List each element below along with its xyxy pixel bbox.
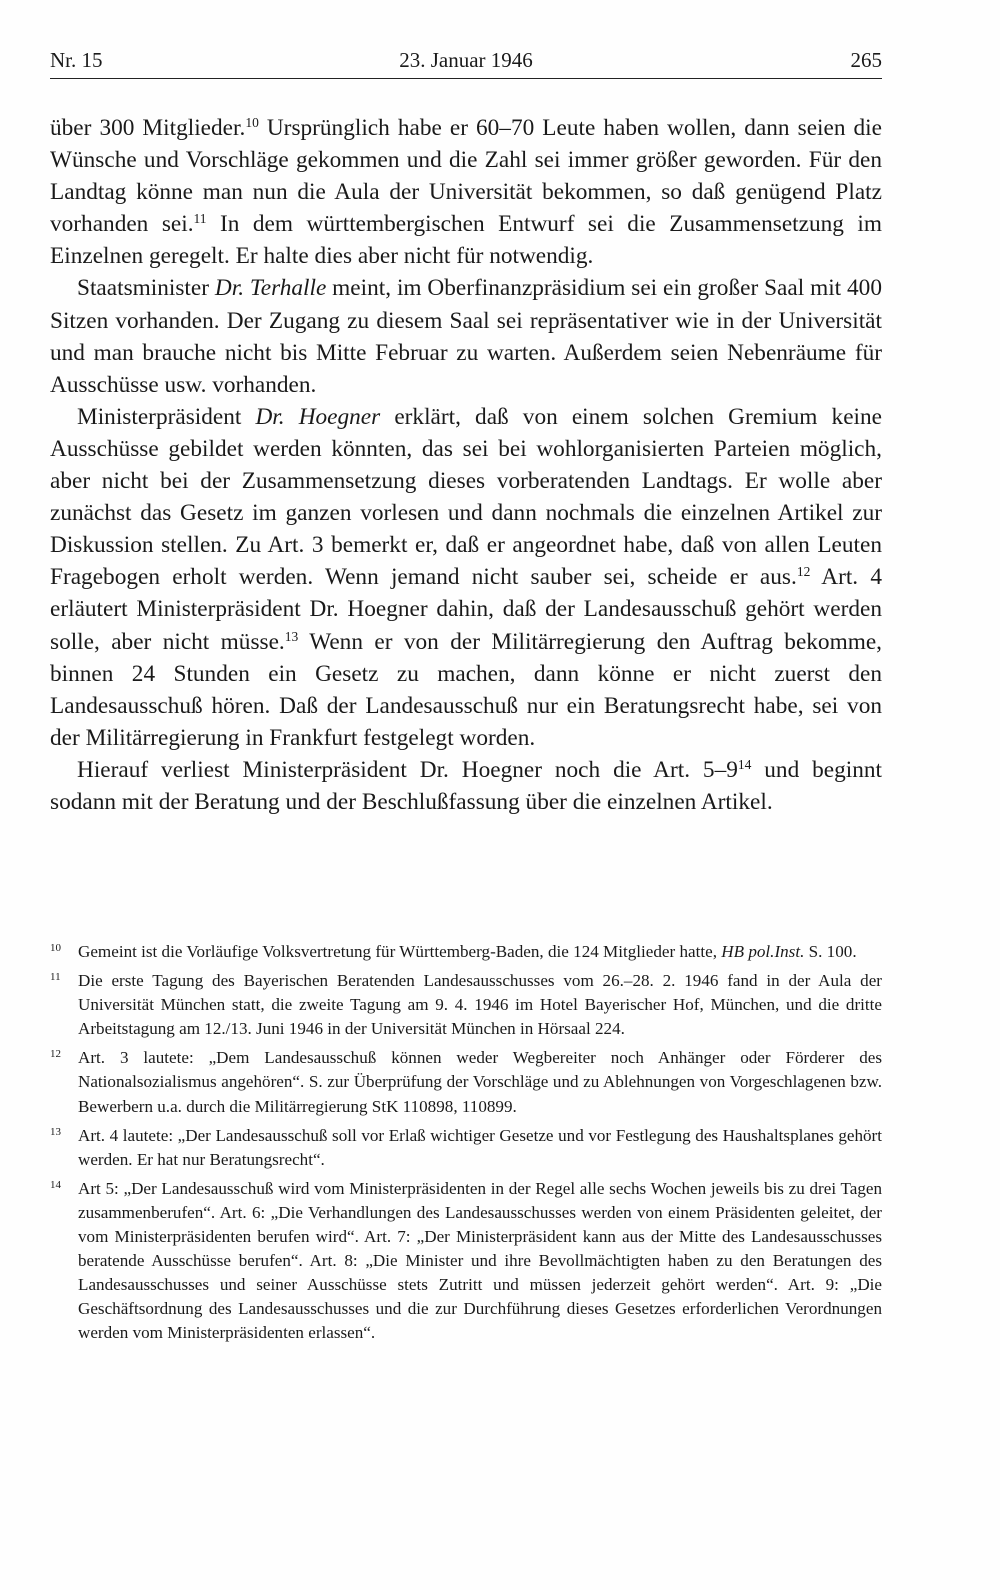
text-run: Ursprünglich habe er 60–70 Leute haben wollen, dann seien die Wünsche und Vorschläge gekommen und die Zahl sei immer größer geworden. Für den Landtag könne man nun die Aula der Universität bekommen, so daß genügend Platz vorhanden sei. (50, 115, 882, 238)
paragraph-3 (50, 401, 882, 754)
footnote-number: 12 (50, 1048, 61, 1061)
footnote (50, 969, 882, 1041)
footnote-text: Art. 4 lautete: „Der Landesausschuß soll vor Erlaß wichtiger Gesetze und vor Festlegung des Haushaltsplanes gehört werden. Er hat nur Beratungsrecht“. (78, 1125, 882, 1169)
footnote-ref-10: 10 (245, 114, 259, 130)
speaker-name: Dr. Terhalle (214, 275, 327, 302)
footnote-number: 13 (50, 1125, 61, 1138)
footnote-number: 10 (50, 942, 61, 954)
footnotes (50, 940, 882, 1351)
page-number: 265 (850, 48, 882, 72)
text-run: In dem württembergischen Entwurf sei die Zusammensetzung im Einzelnen geregelt. Er halte dies aber nicht für notwendig. (50, 211, 883, 270)
speaker-name: Dr. Hoegner (255, 403, 381, 430)
footnote-ref-12: 12 (796, 564, 811, 580)
footnote (50, 1124, 882, 1172)
footnote-text: Art 5: „Der Landesausschuß wird vom Ministerpräsidenten in der Regel alle sechs Wochen jeweils bis zu drei Tagen zusammenberufen“. Art. 6: „Die Verhandlungen des Landesausschusses werden von einem Präsidenten geleitet, der vom Ministerpräsidenten berufen wird“. Art. 7: „Der Ministerpräsident kann aus der Mitte des Landesausschusses beratende Ausschüsse berufen“. Art. 8: „Die Minister und ihre Bevollmächtigten haben zu den Beratungen des Landesausschusses und seiner Ausschüsse stets Zutritt und müssen jederzeit gehört werden“. Art. 9: „Die Geschäftsordnung des Landesausschusses und die zur Durchführung dieses Gesetzes erforderlichen Verordnungen werden vom Ministerpräsidenten erlassen“. (78, 1178, 882, 1343)
running-header (50, 44, 882, 79)
footnote-text: Die erste Tagung des Bayerischen Beratenden Landesausschusses vom 26.–28. 2. 1946 fand in der Aula der Universität München statt, die zweite Tagung am 9. 4. 1946 im Hotel Bayerischer Hof, München, und die dritte Arbeitstagung am 12./13. Juni 1946 in der Universität München in Hörsaal 224. (78, 971, 882, 1039)
footnote (50, 1177, 882, 1346)
footnote-text: Art. 3 lautete: „Dem Landesausschuß können weder Wegbereiter noch Anhänger oder Förderer des Nationalsozialismus angehören“. S. zur Überprüfung der Vorschläge und zu Ablehnungen von Vorgeschlagenen bzw. Bewerbern u.a. durch die Militärregierung StK 110898, 110899. (78, 1048, 882, 1116)
text-run: Staatsminister (77, 275, 215, 302)
footnote (50, 1046, 882, 1118)
text-run: erklärt, daß von einem solchen Gremium keine Ausschüsse gebildet werden könnten, das sei bei wohlorganisierten Parteien möglich, aber nicht bei der Zusammensetzung dieses vorberatenden Landtags. Er wolle aber zunächst das Gesetz im ganzen vorlesen und dann nochmals die einzelnen Artikel zur Diskussion stellen. Zu Art. 3 bemerkt er, daß er angeordnet habe, daß von allen Leuten Fragebogen erholt werden. Wenn jemand nicht sauber sei, scheide er aus. (50, 403, 882, 591)
issue-number: Nr. 15 (50, 48, 103, 72)
header-date: 23. Januar 1946 (399, 48, 533, 72)
citation-abbrev: HB pol.Inst. (721, 942, 805, 961)
footnote-text: S. 100. (804, 942, 857, 961)
text-run: meint, im Oberfinanzpräsidium sei ein großer Saal mit 400 Sitzen vorhanden. Der Zugang zu diesem Saal sei repräsentativer wie in der Universität und man brauche nicht bis Mitte Februar zu warten. Außerdem seien Nebenräume für Ausschüsse usw. vorhanden. (50, 275, 882, 398)
paragraph-2 (50, 272, 882, 400)
footnote-ref-11: 11 (193, 211, 207, 227)
paragraph-1 (50, 112, 882, 272)
paragraph-4 (50, 754, 882, 818)
text-run: Ministerpräsident (77, 403, 256, 430)
text-run: über 300 Mitglieder. (50, 115, 246, 141)
footnote-number: 11 (50, 971, 61, 984)
footnote-ref-14: 14 (737, 756, 752, 772)
footnote-text: Gemeint ist die Vorläufige Volksvertretung für Württemberg-Baden, die 124 Mitglieder hatte, (78, 942, 722, 961)
footnote (50, 940, 882, 964)
footnote-ref-13: 13 (284, 628, 299, 644)
main-text (50, 112, 882, 818)
footnote-number: 14 (50, 1178, 61, 1191)
text-run: und beginnt sodann mit der Beratung und der Beschlußfassung über die einzelnen Artikel. (50, 756, 882, 815)
text-run: Hierauf verliest Ministerpräsident Dr. Hoegner noch die Art. 5–9 (77, 756, 738, 783)
text-run: Art. 4 erläutert Ministerpräsident Dr. Hoegner dahin, daß der Landesausschuß gehört werden solle, aber nicht müsse. (50, 564, 883, 655)
text-run: Wenn er von der Militärregierung den Auftrag bekomme, binnen 24 Stunden ein Gesetz zu machen, dann könne er nicht zuerst den Landesausschuß hören. Daß der Landesausschuß nur ein Beratungsrecht habe, sei von der Militärregierung in Frankfurt festgelegt worden. (50, 628, 882, 751)
